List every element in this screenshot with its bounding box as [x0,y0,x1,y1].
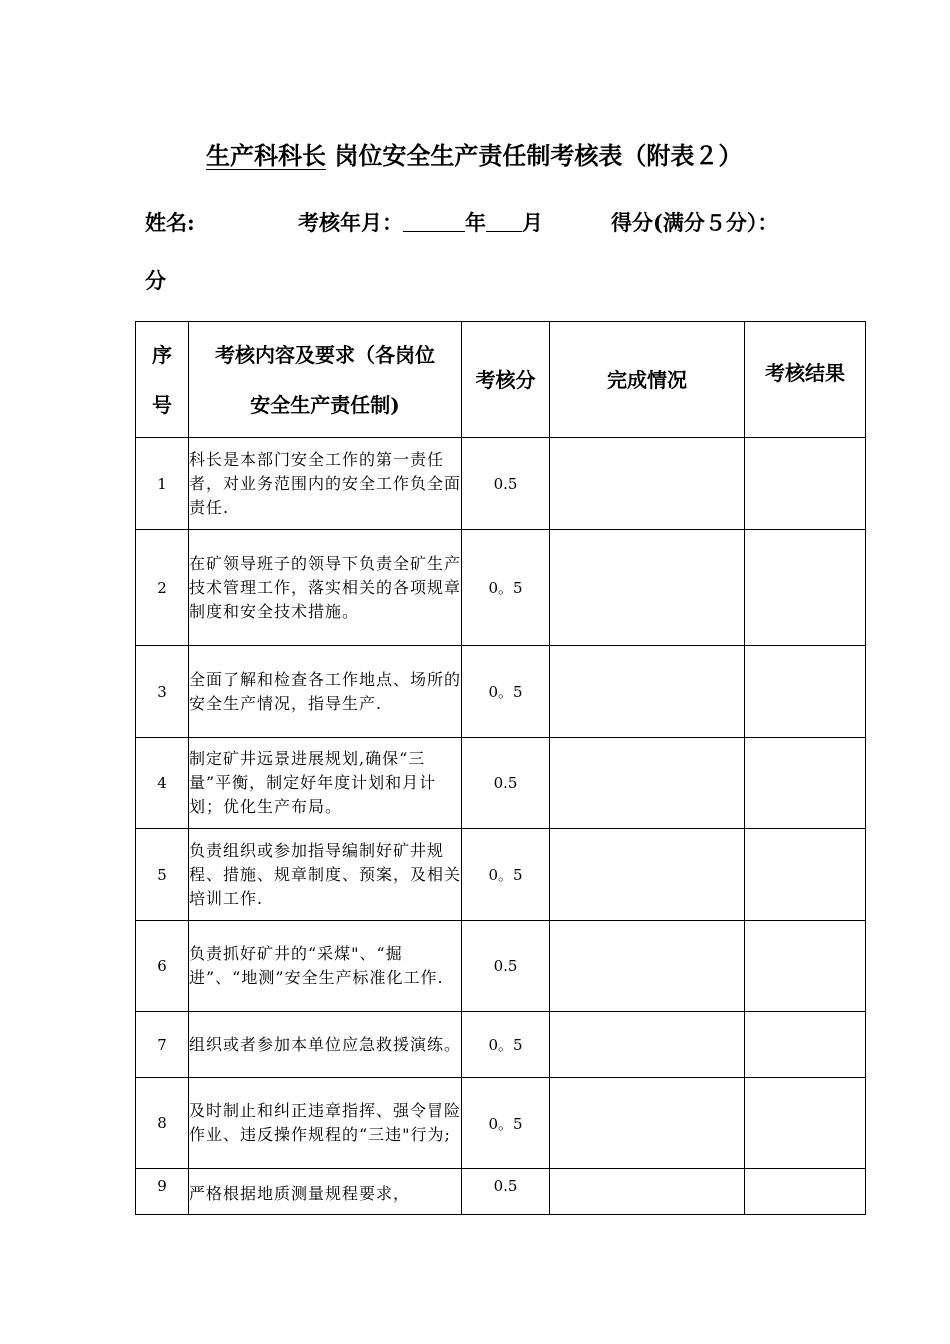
row-number: 9 [136,1169,189,1215]
header-score: 考核分 [462,322,550,438]
result-cell[interactable] [745,738,866,829]
result-cell[interactable] [745,530,866,646]
completion-cell[interactable] [550,1169,745,1215]
result-cell[interactable] [745,1012,866,1078]
table-row [136,829,866,921]
table-row [136,921,866,1012]
header-completion: 完成情况 [550,322,745,438]
completion-cell[interactable] [550,829,745,921]
table-row [136,738,866,829]
table-row [136,1012,866,1078]
row-number: 5 [136,829,189,921]
row-number: 2 [136,530,189,646]
result-cell[interactable] [745,921,866,1012]
table-row [136,646,866,738]
name-label: 姓名: [145,210,195,235]
result-cell[interactable] [745,646,866,738]
row-number: 7 [136,1012,189,1078]
row-score: 0。5 [462,646,550,738]
result-cell[interactable] [745,438,866,530]
year-label: 年 [465,210,486,235]
period-field [298,207,543,237]
row-content: 严格根据地质测量规程要求， [189,1169,462,1215]
row-content: 组织或者参加本单位应急救援演练。 [189,1012,462,1078]
row-content: 制定矿井远景进展规划,确保“三量”平衡，制定好年度计划和月计划；优化生产布局。 [189,738,462,829]
month-blank[interactable] [486,211,522,232]
completion-cell[interactable] [550,646,745,738]
row-number: 6 [136,921,189,1012]
row-content: 科长是本部门安全工作的第一责任者，对业务范围内的安全工作负全面责任. [189,438,462,530]
row-number: 1 [136,438,189,530]
row-score: 0。5 [462,1012,550,1078]
assessment-table [135,321,866,1215]
header-content: 考核内容及要求（各岗位 安全生产责任制) [189,322,462,438]
document-title [180,136,742,171]
row-content: 在矿领导班子的领导下负责全矿生产技术管理工作，落实相关的各项规章制度和安全技术措施。 [189,530,462,646]
score-unit: 分 [145,268,166,293]
title-text: 岗位安全生产责任制考核表（附表２） [334,141,743,170]
table-row [136,530,866,646]
row-score: 0.5 [462,438,550,530]
table-header-row [136,322,866,438]
row-content: 全面了解和检查各工作地点、场所的安全生产情况，指导生产. [189,646,462,738]
row-content: 负责组织或参加指导编制好矿井规程、措施、规章制度、预案，及相关培训工作. [189,829,462,921]
result-cell[interactable] [745,1078,866,1169]
table-row [136,1078,866,1169]
row-content: 及时制止和纠正违章指挥、强令冒险作业、违反操作规程的“三违"行为; [189,1078,462,1169]
header-seq: 序 号 [136,322,189,438]
row-number: 8 [136,1078,189,1169]
table-row [136,1169,866,1215]
score-label: 得分(满分５分）： [611,210,779,235]
title-post-name: 生产科科长 [206,141,326,170]
completion-cell[interactable] [550,738,745,829]
row-number: 3 [136,646,189,738]
completion-cell[interactable] [550,1078,745,1169]
completion-cell[interactable] [550,1012,745,1078]
row-score: 0。5 [462,1078,550,1169]
row-score: 0.5 [462,921,550,1012]
row-score: 0。5 [462,829,550,921]
result-cell[interactable] [745,829,866,921]
completion-cell[interactable] [550,921,745,1012]
period-label: 考核年月： [298,210,403,235]
completion-cell[interactable] [550,438,745,530]
month-label: 月 [522,210,543,235]
row-score: 0.5 [462,1169,550,1215]
header-result: 考核结果 [745,322,866,438]
result-cell[interactable] [745,1169,866,1215]
row-score: 0.5 [462,738,550,829]
year-blank[interactable] [403,211,465,232]
row-content: 负责抓好矿井的“采煤"、“掘进”、“地测”安全生产标准化工作. [189,921,462,1012]
completion-cell[interactable] [550,530,745,646]
row-score: 0。5 [462,530,550,646]
row-number: 4 [136,738,189,829]
table-row [136,438,866,530]
